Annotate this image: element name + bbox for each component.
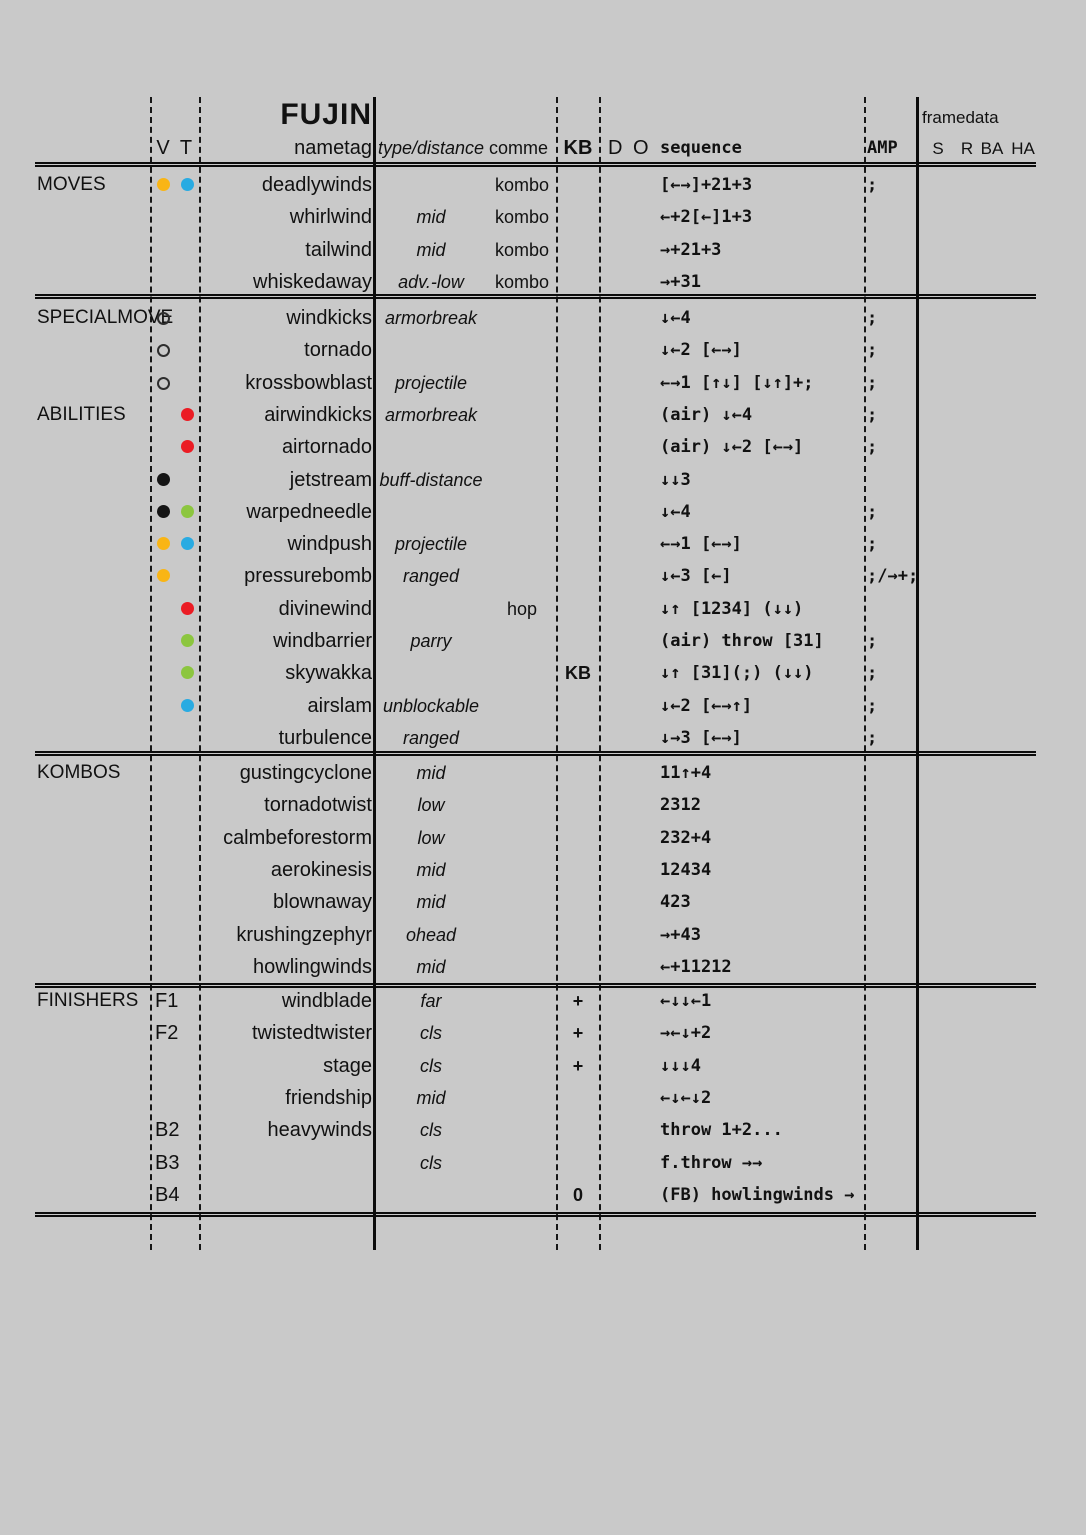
move-type-distance: cls [420,1023,442,1044]
move-type-distance: mid [416,956,446,977]
move-sequence: ↓↑ [1234] (↓↓) [660,598,804,619]
move-name: airtornado [281,436,372,459]
move-name: krossbowblast [245,371,372,394]
move-name: windpush [287,533,372,556]
black-marker-dot [157,473,170,486]
move-type-distance: ranged [402,727,460,748]
move-name: aerokinesis [270,858,372,881]
move-name: stage [323,1054,372,1077]
move-sequence: ←↓←↓2 [660,1087,712,1108]
move-amp: ; [867,308,878,328]
move-type-distance: ohead [405,924,457,945]
header-sequence: sequence [660,138,742,158]
move-name: tornadotwist [264,794,372,817]
move-type-distance: projectile [394,534,468,555]
move-name: tornado [304,339,372,362]
header-fd-ba: BA [980,139,1004,158]
move-row [0,985,1086,1017]
move-amp: ; [867,340,878,361]
open-marker-dot [157,312,170,325]
move-sequence: 423 [660,892,691,913]
header-kb: KB [563,137,593,159]
header-framedata: framedata [922,108,999,127]
move-type-distance: mid [416,1087,446,1108]
finisher-tag: B3 [155,1151,180,1174]
move-sequence: (air) ↓←2 [←→] [660,437,804,458]
move-type-distance: armorbreak [384,404,478,425]
header-fd-r: R [960,139,974,158]
move-name: whirlwind [289,206,372,229]
header-comment: comme [489,138,549,158]
open-marker-dot [157,344,170,357]
move-sequence: 2312 [660,795,701,816]
move-sequence: (air) ↓←4 [660,404,753,425]
move-kb-flag: + [572,1023,584,1044]
move-type-distance: low [417,827,445,848]
move-row [0,302,1086,334]
move-type-distance: unblockable [382,695,480,716]
move-row [0,886,1086,918]
yellow-marker-dot [157,569,170,582]
move-name: airslam [307,694,372,717]
blue-marker-dot [181,178,194,191]
header-t: T [179,137,193,159]
move-name: jetstream [289,468,372,491]
move-sequence: throw 1+2... [660,1120,783,1141]
move-sequence: ↓↑ [31](;) (↓↓) [660,663,814,684]
move-name: howlingwinds [253,955,372,978]
finisher-tag: B2 [155,1119,180,1142]
move-sequence: →+43 [660,924,701,945]
move-type-distance: mid [416,239,446,260]
move-amp: ; [867,372,878,393]
section-label: KOMBOS [37,762,121,783]
move-name: warpedneedle [246,500,372,523]
move-name: divinewind [278,597,372,620]
move-row [0,1147,1086,1179]
finisher-tag: F2 [155,1022,179,1045]
move-sequence: →+21+3 [660,239,722,260]
header-d: D [608,137,623,159]
move-row [0,201,1086,233]
header-type-distance: type/distance [377,138,485,158]
move-type-distance: mid [416,859,446,880]
move-amp: ; [867,534,878,555]
move-row [0,625,1086,657]
move-type-distance: mid [416,207,446,228]
move-kb-flag: + [572,1055,584,1076]
yellow-marker-dot [157,178,170,191]
section-label: SPECIALMOVE [37,307,174,328]
red-marker-dot [181,408,194,421]
move-type-distance: buff-distance [379,469,483,490]
move-sequence: [←→]+21+3 [660,175,753,195]
move-row [0,1179,1086,1211]
move-row [0,1050,1086,1082]
move-type-distance: mid [416,892,446,913]
move-amp: ; [867,631,878,651]
move-row [0,169,1086,201]
move-sequence: ↓→3 [←→] [660,727,742,748]
move-name: pressurebomb [244,565,372,588]
move-row [0,657,1086,689]
move-sequence: ←↓↓←1 [660,991,712,1011]
move-sequence: (air) throw [31] [660,631,824,651]
move-sequence: ↓←2 [←→] [660,340,742,361]
move-row [0,560,1086,592]
move-row [0,1114,1086,1146]
move-sequence: 232+4 [660,827,712,848]
move-sequence: →+31 [660,271,701,292]
move-type-distance: ranged [402,566,460,587]
move-name: friendship [285,1086,372,1109]
move-type-distance: armorbreak [384,308,478,328]
move-kb-flag: KB [565,663,591,684]
move-name: whiskedaway [253,270,372,293]
move-name: windblade [281,990,372,1012]
move-sequence: ↓←4 [660,501,691,522]
move-amp: ;/→+; [867,566,919,587]
move-type-distance: mid [416,763,446,783]
move-sequence: ↓←2 [←→↑] [660,695,753,716]
move-amp: ; [867,437,878,458]
character-name: FUJIN [280,98,372,131]
move-sequence: 11↑+4 [660,763,712,783]
move-row [0,919,1086,951]
section-label: ABILITIES [37,403,126,425]
move-name: skywakka [285,662,372,685]
move-name: deadlywinds [261,174,372,196]
move-name: blownaway [273,891,372,914]
blue-marker-dot [181,537,194,550]
black-marker-dot [157,505,170,518]
move-sequence: 12434 [660,859,712,880]
move-row [0,722,1086,754]
move-kb-flag: + [572,991,584,1011]
move-row [0,266,1086,298]
move-amp: ; [867,727,878,748]
finisher-tag: B4 [155,1183,180,1206]
move-name: airwindkicks [264,403,372,426]
move-name: tailwind [305,238,372,261]
move-type-distance: cls [420,1120,442,1141]
move-row [0,399,1086,431]
red-marker-dot [181,440,194,453]
green-marker-dot [181,666,194,679]
move-type-distance: parry [410,631,452,651]
move-row [0,464,1086,496]
move-amp: ; [867,663,878,684]
move-sequence: ↓↓3 [660,469,691,490]
move-comment: kombo [494,239,550,260]
move-comment: kombo [494,207,550,228]
move-sequence: ←+11212 [660,956,732,977]
blue-marker-dot [181,699,194,712]
header-fd-ha: HA [1011,139,1035,158]
move-name: heavywinds [267,1119,372,1142]
move-row [0,951,1086,983]
header-nametag: nametag [294,137,372,159]
move-type-distance: cls [420,1055,442,1076]
header-v: V [156,137,170,159]
move-row [0,1082,1086,1114]
move-row [0,789,1086,821]
move-sequence: ←→1 [↑↓] [↓↑]+; [660,372,814,393]
move-row [0,822,1086,854]
move-amp: ; [867,175,878,195]
move-sequence: ←+2[←]1+3 [660,207,753,228]
open-marker-dot [157,377,170,390]
move-row [0,367,1086,399]
move-amp: ; [867,695,878,716]
move-name: windbarrier [273,630,372,652]
move-type-distance: cls [420,1152,442,1173]
move-type-distance: adv.-low [398,271,464,292]
move-sequence: ←→1 [←→] [660,534,742,555]
move-amp: ; [867,501,878,522]
move-type-distance: projectile [394,372,468,393]
move-type-distance: low [417,795,445,816]
green-marker-dot [181,505,194,518]
red-marker-dot [181,602,194,615]
move-sequence: ↓←4 [660,308,691,328]
section-label: MOVES [37,174,106,195]
move-sequence: ↓←3 [←] [660,566,732,587]
move-row [0,757,1086,789]
move-name: turbulence [278,726,372,749]
move-row [0,690,1086,722]
move-row [0,854,1086,886]
move-kb-flag: 0 [572,1184,583,1205]
move-row [0,528,1086,560]
move-comment: kombo [494,175,550,195]
move-row [0,1017,1086,1049]
finishers-separator-line [35,1212,1036,1217]
move-comment: kombo [494,271,550,292]
move-row [0,593,1086,625]
finisher-tag: F1 [155,990,179,1012]
move-name: gustingcyclone [239,762,372,784]
move-sequence: ↓↓↓4 [660,1055,701,1076]
yellow-marker-dot [157,537,170,550]
move-sequence: (FB) howlingwinds → [660,1184,855,1205]
section-label: FINISHERS [37,990,139,1011]
move-sequence: →←↓+2 [660,1023,712,1044]
move-type-distance: far [420,991,442,1011]
move-name: twistedtwister [251,1022,372,1045]
header-o: O [633,137,649,159]
move-row [0,496,1086,528]
move-amp: ; [867,404,878,425]
move-row [0,234,1086,266]
move-name: windkicks [286,307,372,329]
move-row [0,334,1086,366]
move-sequence: f.throw →→ [660,1152,763,1173]
move-name: calmbeforestorm [223,826,372,849]
header-amp: AMP [867,138,898,158]
green-marker-dot [181,634,194,647]
move-comment: hop [506,598,538,619]
move-row [0,431,1086,463]
header-fd-s: S [932,139,944,158]
move-name: krushingzephyr [236,923,372,946]
